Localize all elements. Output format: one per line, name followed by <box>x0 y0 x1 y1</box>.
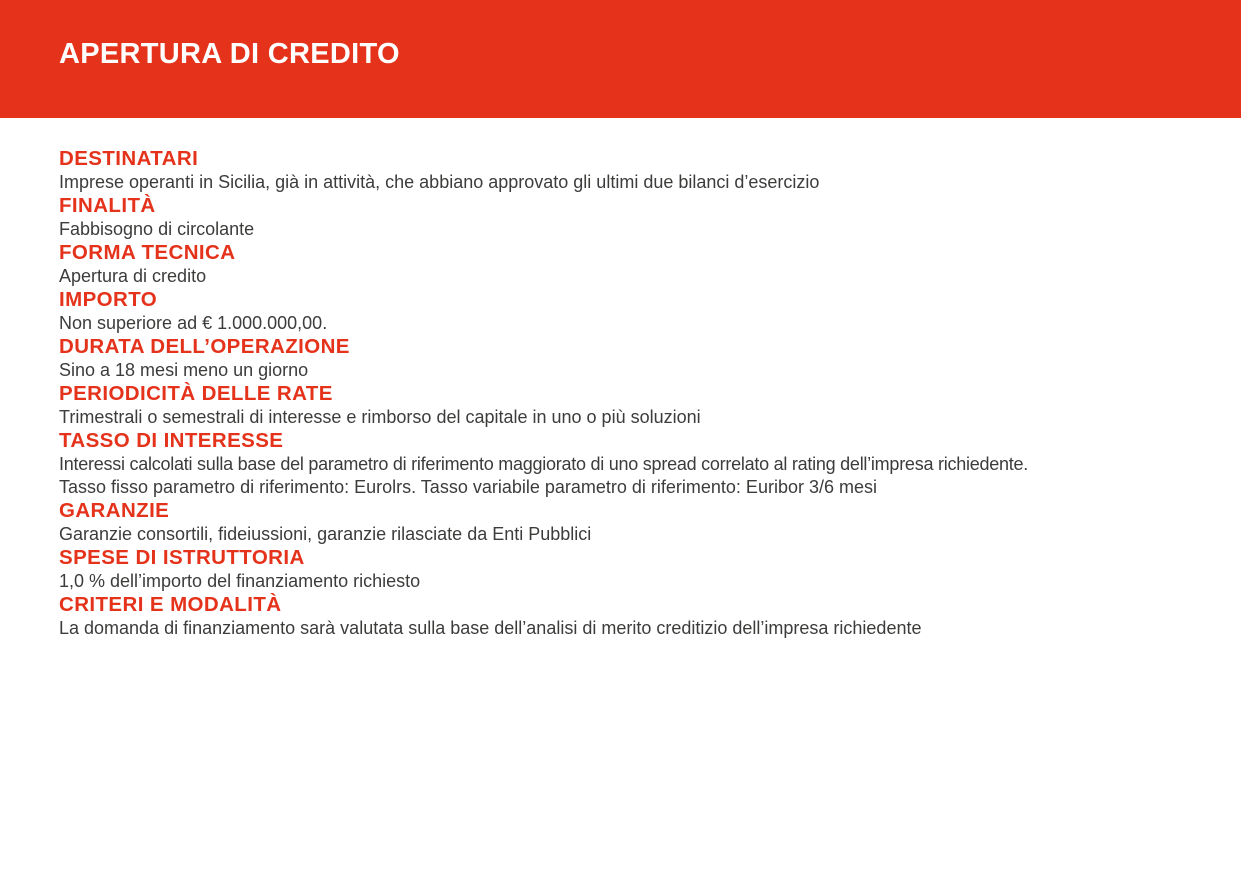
section-heading: DURATA DELL’OPERAZIONE <box>59 335 350 358</box>
section-text: 1,0 % dell’importo del finanziamento richiesto <box>59 571 421 591</box>
section-heading: TASSO DI INTERESSE <box>59 429 284 452</box>
header-band <box>0 0 1241 118</box>
section-heading: SPESE DI ISTRUTTORIA <box>59 546 305 569</box>
section-criteri-modalita <box>59 593 1229 640</box>
section-text: Interessi calcolati sulla base del parametro di riferimento maggiorato di uno spread correlato al rating dell’impresa richiedente. <box>59 454 1029 474</box>
section-text: Non superiore ad € 1.000.000,00. <box>59 313 328 333</box>
section-heading: IMPORTO <box>59 288 158 311</box>
section-heading: FINALITÀ <box>59 194 156 217</box>
section-text: Garanzie consortili, fideiussioni, garanzie rilasciate da Enti Pubblici <box>59 524 592 544</box>
section-text: Imprese operanti in Sicilia, già in attività, che abbiano approvato gli ultimi due bilanci d’esercizio <box>59 172 820 192</box>
section-heading: GARANZIE <box>59 499 170 522</box>
section-text: Sino a 18 mesi meno un giorno <box>59 360 309 380</box>
section-spese-istruttoria <box>59 546 1229 593</box>
section-text: Tasso fisso parametro di riferimento: Eurolrs. Tasso variabile parametro di riferimento: Euribor 3/6 mesi <box>59 477 877 497</box>
section-finalita <box>59 194 1229 241</box>
section-tasso-interesse <box>59 429 1229 499</box>
section-forma-tecnica <box>59 241 1229 288</box>
section-heading: DESTINATARI <box>59 147 199 170</box>
content-area <box>59 147 1229 640</box>
section-text: Trimestrali o semestrali di interesse e rimborso del capitale in uno o più soluzioni <box>59 407 701 427</box>
section-heading: FORMA TECNICA <box>59 241 236 264</box>
page-title: APERTURA DI CREDITO <box>59 38 400 70</box>
section-text: Apertura di credito <box>59 266 207 286</box>
section-heading: PERIODICITÀ DELLE RATE <box>59 382 333 405</box>
section-text: Fabbisogno di circolante <box>59 219 255 239</box>
section-durata <box>59 335 1229 382</box>
section-heading: CRITERI E MODALITÀ <box>59 593 282 616</box>
section-text: La domanda di finanziamento sarà valutata sulla base dell’analisi di merito creditizio dell’impresa richiedente <box>59 618 922 638</box>
section-destinatari <box>59 147 1229 194</box>
section-garanzie <box>59 499 1229 546</box>
section-importo <box>59 288 1229 335</box>
section-periodicita <box>59 382 1229 429</box>
